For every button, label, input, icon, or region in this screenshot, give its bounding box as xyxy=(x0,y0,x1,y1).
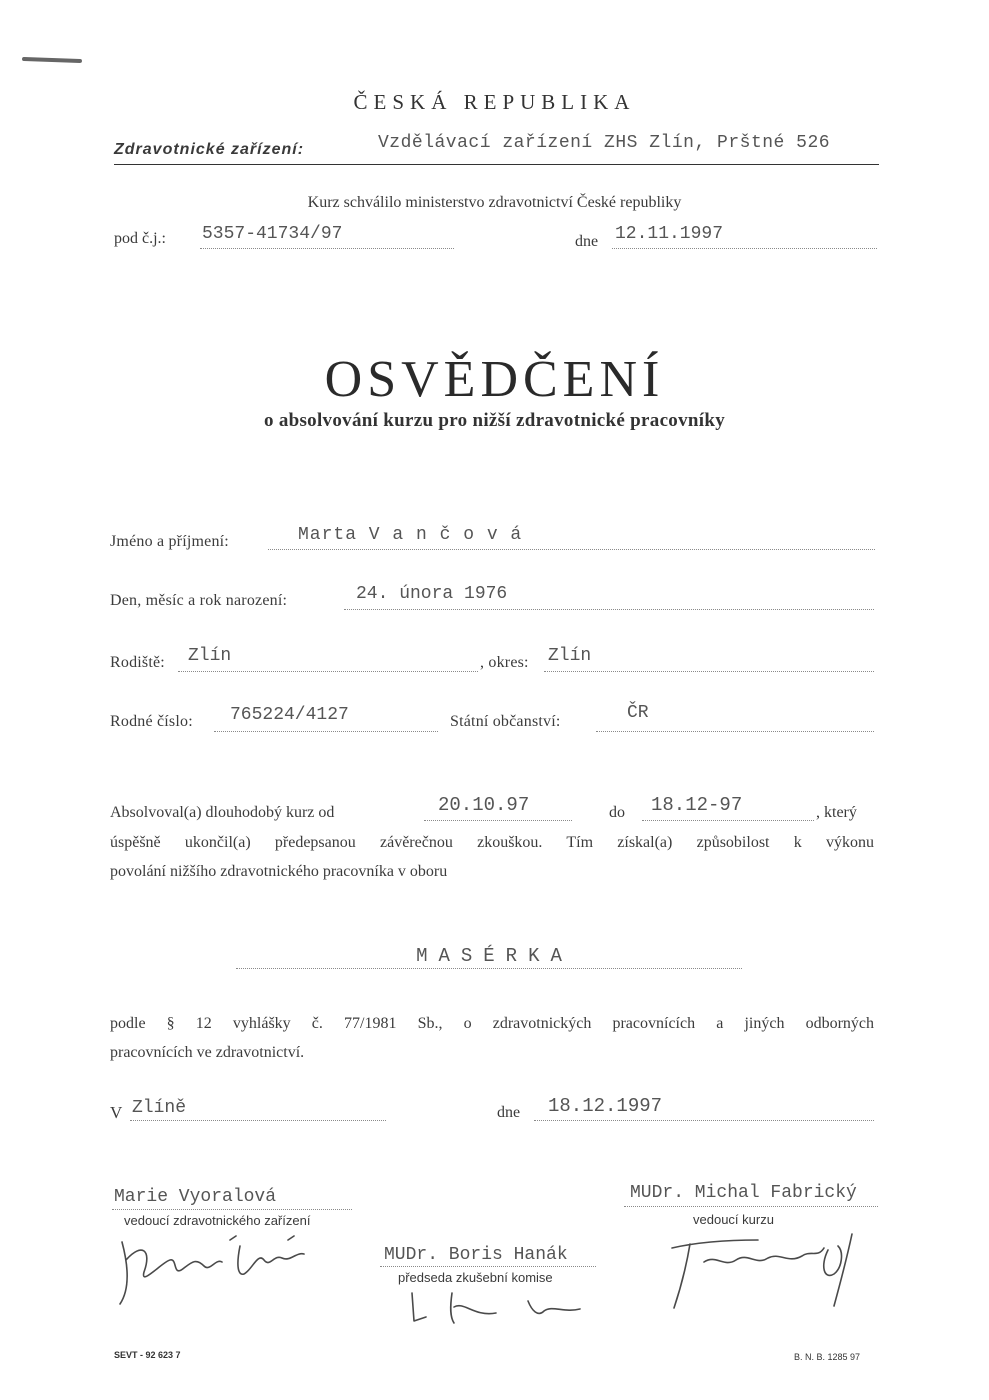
reference-dotted-line xyxy=(200,248,454,249)
facility-head-signature xyxy=(112,1232,322,1312)
birth-number-dotted-line xyxy=(214,731,438,732)
facility-head-dotted-line xyxy=(112,1209,352,1210)
reference-label: pod č.j.: xyxy=(114,230,166,247)
signing-date-value: 18.12.1997 xyxy=(548,1095,663,1117)
course-head-dotted-line xyxy=(624,1206,878,1207)
commission-chair-name: MUDr. Boris Hanák xyxy=(384,1245,568,1265)
approval-date-label: dne xyxy=(575,233,599,250)
course-end-dotted-line xyxy=(642,820,814,821)
birthdate-value: 24. února 1976 xyxy=(356,584,508,604)
facility-head-name: Marie Vyoralová xyxy=(114,1187,277,1207)
signing-date-label: dne xyxy=(497,1104,521,1121)
course-text-prefix: Absolvoval(a) dlouhodobý kurz od xyxy=(110,804,335,821)
birthdate-dotted-line xyxy=(344,609,874,610)
course-to-label: do xyxy=(609,804,625,821)
district-dotted-line xyxy=(544,671,874,672)
course-head-role: vedoucí kurzu xyxy=(693,1212,774,1227)
signing-date-dotted-line xyxy=(534,1120,874,1121)
legal-text-line1: podle § 12 vyhlášky č. 77/1981 Sb., o zdravotnických pracovnících a jiných odborných xyxy=(110,1015,874,1032)
header-rule xyxy=(114,164,879,165)
certificate-subtitle: o absolvování kurzu pro nižší zdravotnické pracovníky xyxy=(263,410,726,431)
name-label: Jméno a příjmení: xyxy=(110,533,229,550)
commission-chair-dotted-line xyxy=(380,1266,596,1267)
course-end-date: 18.12-97 xyxy=(651,794,743,816)
commission-chair-role: předseda zkušební komise xyxy=(398,1270,553,1285)
approval-text: Kurz schválilo ministerstvo zdravotnictví České republiky xyxy=(307,194,682,211)
citizenship-label: Státní občanství: xyxy=(450,713,561,730)
certificate-title: OSVĚDČENÍ xyxy=(324,351,665,408)
course-start-dotted-line xyxy=(424,820,572,821)
birthdate-label: Den, měsíc a rok narození: xyxy=(110,592,288,609)
birth-number-label: Rodné číslo: xyxy=(110,713,193,730)
profession-value: MASÉRKA xyxy=(416,945,573,967)
birthplace-value: Zlín xyxy=(188,646,232,666)
citizenship-value: ČR xyxy=(627,703,649,723)
reference-value: 5357-41734/97 xyxy=(202,224,343,244)
name-value: Marta V a n č o v á xyxy=(298,525,523,545)
approval-date-value: 12.11.1997 xyxy=(615,224,724,244)
name-dotted-line xyxy=(268,549,875,550)
print-code: B. N. B. 1285 97 xyxy=(794,1352,861,1362)
facility-head-role: vedoucí zdravotnického zařízení xyxy=(124,1213,311,1228)
course-text-line3: povolání nižšího zdravotnického pracovníka v oboru xyxy=(110,863,448,880)
birthplace-dotted-line xyxy=(178,671,478,672)
signing-place-value: Zlíně xyxy=(132,1098,187,1118)
course-text-line2: úspěšně ukončil(a) předepsanou závěrečnou zkouškou. Tím získal(a) způsobilost k výkonu xyxy=(110,834,874,851)
citizenship-dotted-line xyxy=(596,731,874,732)
commission-chair-signature xyxy=(404,1287,594,1337)
district-label: , okres: xyxy=(480,654,529,671)
birthplace-label: Rodiště: xyxy=(110,654,165,671)
course-which-text: , který xyxy=(816,804,857,821)
signing-place-dotted-line xyxy=(130,1120,386,1121)
district-value: Zlín xyxy=(548,646,592,666)
course-head-name: MUDr. Michal Fabrický xyxy=(630,1183,857,1203)
course-head-signature xyxy=(668,1228,868,1318)
form-code: SEVT - 92 623 7 xyxy=(114,1350,181,1360)
legal-text-line2: pracovnících ve zdravotnictví. xyxy=(110,1044,305,1061)
facility-value: Vzdělávací zařízení ZHS Zlín, Prštné 526 xyxy=(378,133,831,153)
facility-label: Zdravotnické zařízení: xyxy=(114,141,305,158)
edge-mark xyxy=(22,57,82,63)
country-heading: ČESKÁ REPUBLIKA xyxy=(353,90,636,114)
birth-number-value: 765224/4127 xyxy=(230,705,349,725)
signing-place-label: V xyxy=(110,1103,123,1122)
profession-dotted-line xyxy=(236,968,742,969)
course-start-date: 20.10.97 xyxy=(438,794,530,816)
approval-date-dotted-line xyxy=(612,248,877,249)
